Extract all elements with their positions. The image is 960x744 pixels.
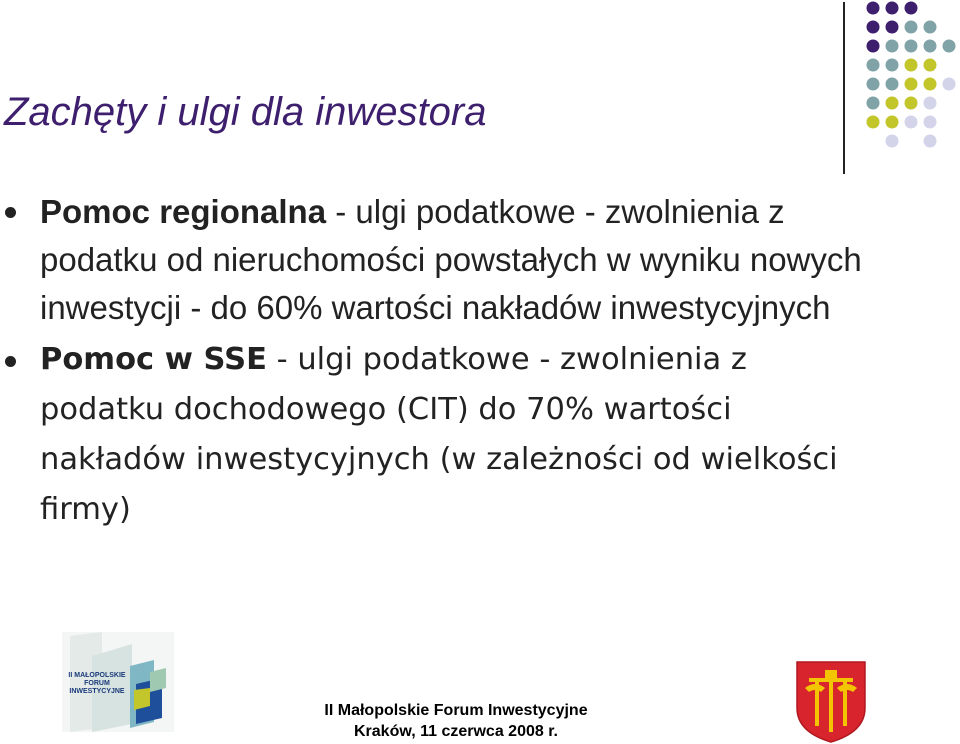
slide-title: Zachęty i ulgi dla inwestora [4, 90, 487, 134]
bullet-text: - ulgi podatkowe - zwolnienia z podatku dochodowego (CIT) do 70% wartości nakładów inwestycyjnych (w zależności od wielkości firmy) [40, 342, 838, 527]
footer-date: Kraków, 11 czerwca 2008 r. [354, 723, 558, 740]
bullet-item-sse-aid [0, 335, 880, 535]
divider-line [843, 2, 845, 174]
bullet-item-regional-aid [0, 188, 880, 332]
bullet-list [0, 188, 880, 535]
footer [296, 700, 616, 742]
forum-logo-icon [62, 632, 174, 732]
bullet-text: - ulgi podatkowe - zwolnienia z podatku od nieruchomości powstałych w wyniku nowych inwestycji - do 60% wartości nakładów inwestycyjnych [40, 193, 862, 326]
bullet-dot-icon [5, 356, 16, 367]
bullet-lead: Pomoc regionalna [40, 193, 327, 230]
footer-event-name: II Małopolskie Forum Inwestycyjne [324, 702, 588, 719]
bullet-dot-icon [5, 207, 16, 218]
forum-logo-text: II MAŁOPOLSKIE FORUM INWESTYCYJNE [68, 672, 126, 695]
dot-grid-icon [856, 0, 960, 160]
bullet-lead: Pomoc w SSE [40, 342, 267, 377]
coat-of-arms-icon [795, 660, 867, 744]
